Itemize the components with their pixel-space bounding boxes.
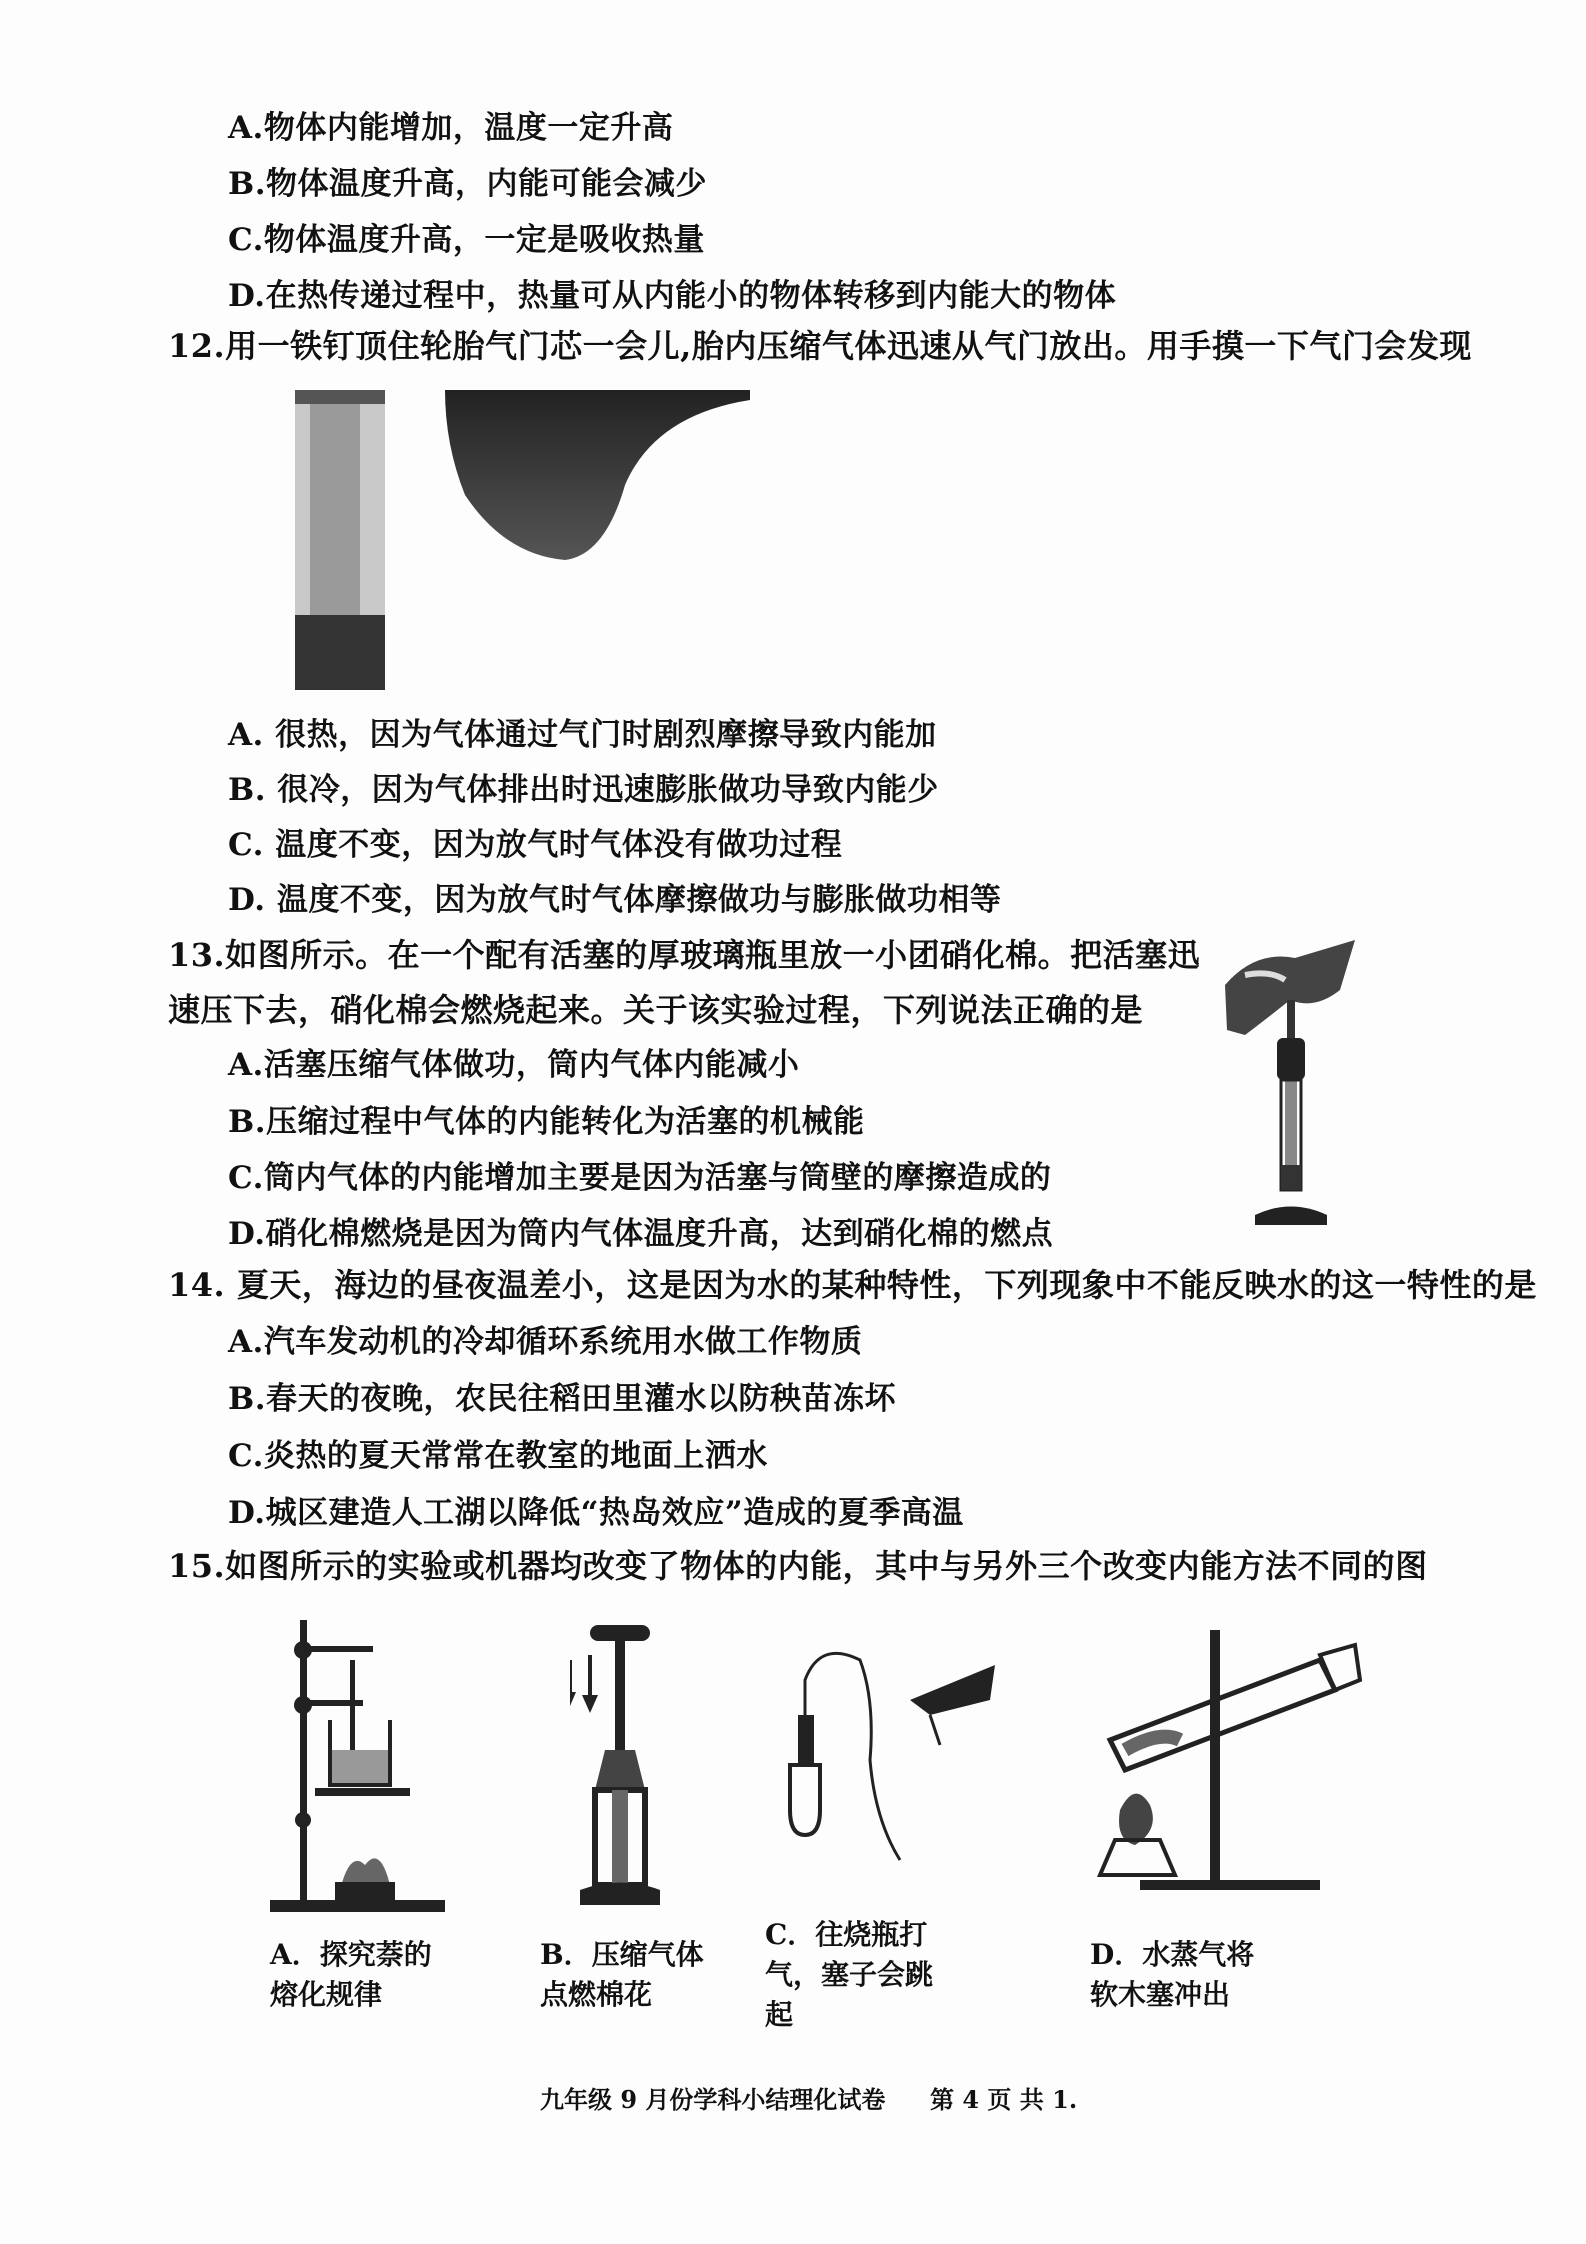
q12-option-d: D. 温度不变，因为放气时气体摩擦做功与膨胀做功相等 xyxy=(228,882,1002,918)
q12-stem: 12.用一铁钉顶住轮胎气门芯一会儿,胎内压缩气体迅速从气门放出。用手摸一下气门会发现 xyxy=(168,327,1472,365)
q14-option-d: D.城区建造人工湖以降低“热岛效应”造成的夏季高温 xyxy=(228,1495,964,1531)
q12-option-b: B. 很冷，因为气体排出时迅速膨胀做功导致内能少 xyxy=(228,772,939,808)
q12-photo xyxy=(295,385,765,695)
q15-caption-b-line1: B．压缩气体 xyxy=(540,1938,704,1971)
q14-stem: 14. 夏天，海边的昼夜温差小，这是因为水的某种特性，下列现象中不能反映水的这一特性的是 xyxy=(168,1266,1537,1304)
q14-option-c: C.炎热的夏天常常在教室的地面上洒水 xyxy=(228,1438,768,1474)
q13-option-b: B.压缩过程中气体的内能转化为活塞的机械能 xyxy=(228,1104,865,1140)
q15-caption-c-line3: 起 xyxy=(765,1998,794,2031)
q15-caption-c-line2: 气，塞子会跳 xyxy=(765,1958,934,1991)
q15-figure-c-flask-pump xyxy=(780,1620,1020,1890)
q15-caption-d-line1: D．水蒸气将 xyxy=(1090,1938,1255,1971)
q15-stem: 15.如图所示的实验或机器均改变了物体的内能，其中与另外三个改变内能方法不同的图 xyxy=(168,1547,1428,1585)
q12-option-a: A. 很热，因为气体通过气门时剧烈摩擦导致内能加 xyxy=(228,717,937,753)
q15-caption-a-line2: 熔化规律 xyxy=(270,1978,383,2011)
q13-option-a: A.活塞压缩气体做功，筒内气体内能减小 xyxy=(228,1047,800,1083)
q13-stem-line2: 速压下去，硝化棉会燃烧起来。关于该实验过程，下列说法正确的是 xyxy=(168,991,1144,1029)
q13-option-c: C.筒内气体的内能增加主要是因为活塞与筒壁的摩擦造成的 xyxy=(228,1160,1052,1196)
q15-figure-a-melting-apparatus xyxy=(270,1620,460,1920)
down-arrow-icon xyxy=(580,1655,600,1715)
q13-stem-line1: 13.如图所示。在一个配有活塞的厚玻璃瓶里放一小团硝化棉。把活塞迅 xyxy=(168,936,1201,974)
footer-title: 九年级 9 月份学科小结理化试卷 xyxy=(540,2085,886,2114)
q14-option-a: A.汽车发动机的冷却循环系统用水做工作物质 xyxy=(228,1324,863,1360)
q15-caption-b-line2: 点燃棉花 xyxy=(540,1978,653,2011)
q11-option-d: D.在热传递过程中，热量可从内能小的物体转移到内能大的物体 xyxy=(228,278,1117,314)
q11-option-c: C.物体温度升高，一定是吸收热量 xyxy=(228,222,705,258)
q12-option-c: C. 温度不变，因为放气时气体没有做功过程 xyxy=(228,827,843,863)
q14-option-b: B.春天的夜晚，农民往稻田里灌水以防秧苗冻坏 xyxy=(228,1381,896,1417)
q11-option-b: B.物体温度升高，内能可能会减少 xyxy=(228,166,707,202)
q11-option-a: A.物体内能增加，温度一定升高 xyxy=(228,110,674,146)
q15-caption-c-line1: C．往烧瓶打 xyxy=(765,1918,928,1951)
q13-piston-apparatus-figure xyxy=(1215,930,1365,1240)
q15-caption-a-line1: A．探究萘的 xyxy=(270,1938,432,1971)
footer-page-number: 第 4 页 共 1. xyxy=(930,2085,1078,2114)
q13-option-d: D.硝化棉燃烧是因为筒内气体温度升高，达到硝化棉的燃点 xyxy=(228,1216,1054,1252)
q15-figure-d-steam-cork xyxy=(1080,1630,1370,1900)
q15-caption-d-line2: 软木塞冲出 xyxy=(1090,1978,1231,2011)
